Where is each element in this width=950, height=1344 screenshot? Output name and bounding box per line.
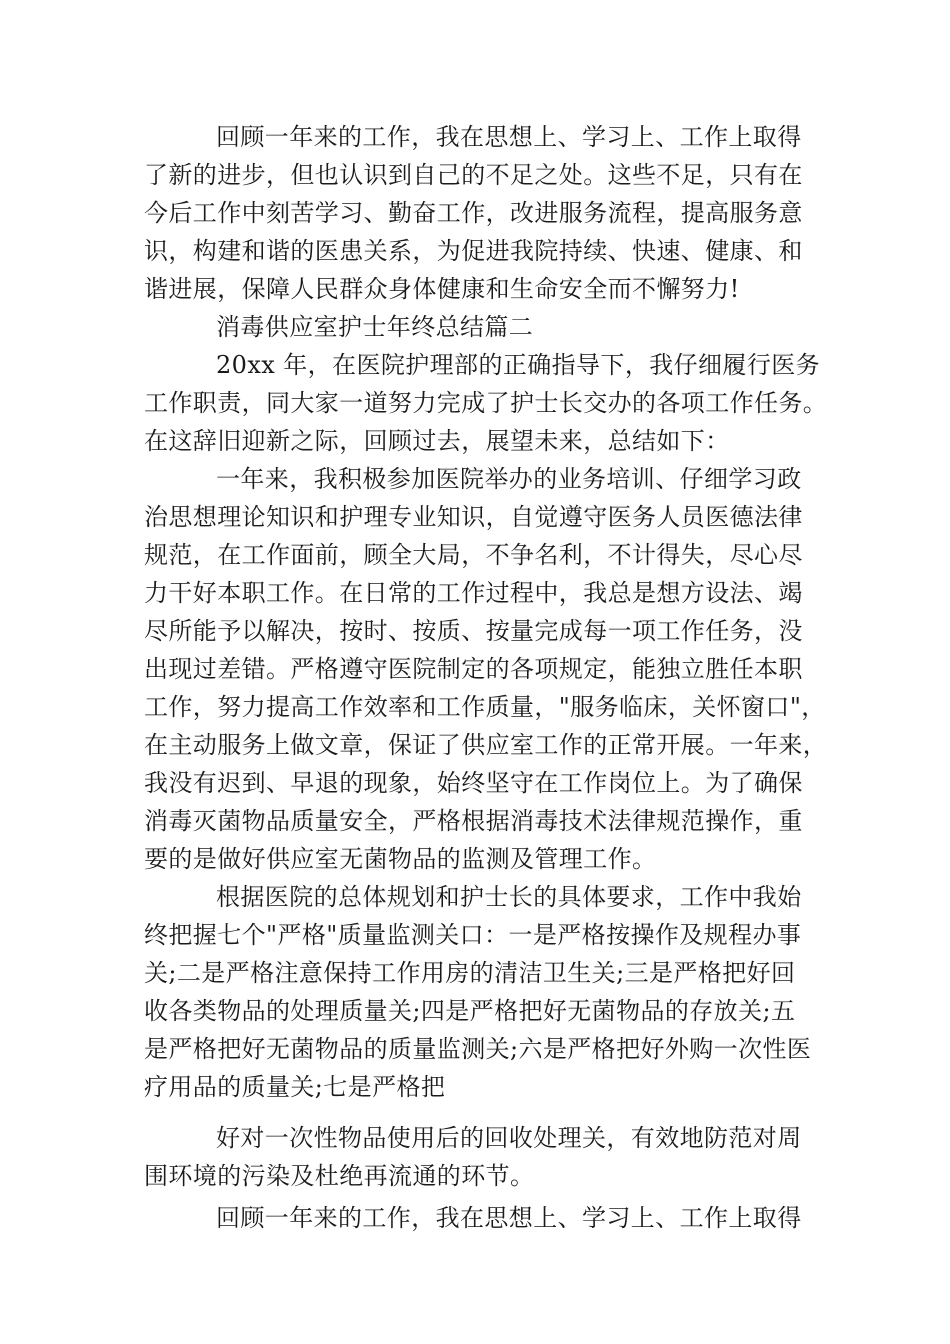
paragraph-line: 工作职责，同大家一道努力完成了护士长交办的各项工作任务。 (144, 389, 828, 417)
paragraph-line: 识，构建和谐的医患关系，为促进我院持续、快速、健康、和 (144, 237, 803, 265)
paragraph-line: 回顾一年来的工作，我在思想上、学习上、工作上取得 (216, 123, 802, 151)
paragraph-line: 一年来，我积极参加医院举办的业务培训、仔细学习政 (216, 465, 802, 493)
paragraph-line: 收各类物品的处理质量关;四是严格把好无菌物品的存放关;五 (144, 997, 796, 1025)
paragraph-line: 今后工作中刻苦学习、勤奋工作，改进服务流程，提高服务意 (144, 199, 803, 227)
paragraph-line: 终把握七个"严格"质量监测关口：一是严格按操作及规程办事 (144, 921, 802, 949)
paragraph-line: 围环境的污染及杜绝再流通的环节。 (144, 1162, 535, 1190)
paragraph-line: 了新的进步，但也认识到自己的不足之处。这些不足，只有在 (144, 161, 803, 189)
paragraph-line: 关;二是严格注意保持工作用房的清洁卫生关;三是严格把好回 (144, 959, 796, 987)
section-heading: 消毒供应室护士年终总结篇二 (216, 313, 534, 341)
paragraph-line: 谐进展，保障人民群众身体健康和生命安全而不懈努力! (144, 275, 740, 303)
paragraph-line: 疗用品的质量关;七是严格把 (144, 1073, 446, 1101)
paragraph-line: 规范，在工作面前，顾全大局，不争名利，不计得失，尽心尽 (144, 541, 803, 569)
paragraph-line: 是严格把好无菌物品的质量监测关;六是严格把好外购一次性医 (144, 1035, 812, 1063)
paragraph-line: 好对一次性物品使用后的回收处理关，有效地防范对周 (216, 1124, 802, 1152)
paragraph-line: 我没有迟到、早退的现象，始终坚守在工作岗位上。为了确保 (144, 769, 803, 797)
paragraph-line: 工作，努力提高工作效率和工作质量，"服务临床，关怀窗口"， (144, 693, 826, 721)
paragraph-line: 力干好本职工作。在日常的工作过程中，我总是想方设法、竭 (144, 579, 803, 607)
paragraph-line: 根据医院的总体规划和护士长的具体要求，工作中我始 (216, 883, 802, 911)
paragraph-line: 在主动服务上做文章，保证了供应室工作的正常开展。一年来， (144, 731, 828, 759)
paragraph-line: 治思想理论知识和护理专业知识，自觉遵守医务人员医德法律 (144, 503, 803, 531)
paragraph-line: 20xx 年，在医院护理部的正确指导下，我仔细履行医务 (216, 351, 821, 379)
paragraph-line: 回顾一年来的工作，我在思想上、学习上、工作上取得 (216, 1204, 802, 1232)
paragraph-line: 消毒灭菌物品质量安全，严格根据消毒技术法律规范操作，重 (144, 807, 803, 835)
paragraph-line: 在这辞旧迎新之际，回顾过去，展望未来，总结如下： (144, 427, 730, 455)
paragraph-line: 要的是做好供应室无菌物品的监测及管理工作。 (144, 845, 657, 873)
paragraph-line: 尽所能予以解决，按时、按质、按量完成每一项工作任务，没 (144, 617, 803, 645)
paragraph-line: 出现过差错。严格遵守医院制定的各项规定，能独立胜任本职 (144, 655, 803, 683)
